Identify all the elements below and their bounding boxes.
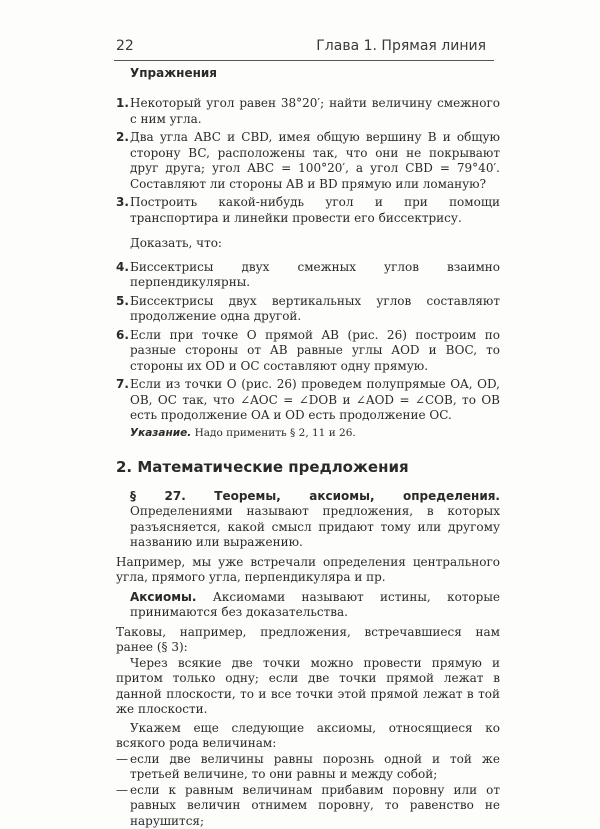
list-item-text: если к равным величинам прибавим поровну или от равных величин отнимем поровну, то равенство не нарушится; bbox=[130, 783, 500, 828]
exercises-heading: Упражнения bbox=[116, 66, 500, 80]
axioms-paragraph bbox=[116, 590, 500, 621]
dash-icon: — bbox=[116, 783, 128, 799]
exercise-number: 2. bbox=[116, 130, 129, 146]
chapter-title: Глава 1. Прямая линия bbox=[316, 38, 486, 54]
exercise-item bbox=[116, 377, 500, 424]
axioms-text: Аксиомами называют истины, которые принимаются без доказательства. bbox=[130, 590, 500, 620]
exercise-text: Если при точке O прямой AB (рис. 26) построим по разные стороны от AB равные углы AOD и BOC, то стороны их OD и OC составляют одну прямую. bbox=[130, 328, 500, 373]
exercise-text: Если из точки O (рис. 26) проведем полупрямые OA, OD, OB, OC так, что ∠AOC = ∠DOB и ∠AOD = ∠COB, то OB есть продолжение OA и OD есть продолжение OC. bbox=[130, 377, 500, 422]
hint-text: Надо применить § 2, 11 и 26. bbox=[195, 427, 356, 439]
exercise-item bbox=[116, 195, 500, 226]
hint bbox=[116, 427, 500, 439]
exercise-number: 5. bbox=[116, 294, 129, 310]
such-paragraph: Таковы, например, предложения, встречавшиеся нам ранее (§ 3): bbox=[116, 625, 500, 656]
exercise-item bbox=[116, 96, 500, 127]
exercise-number: 3. bbox=[116, 195, 129, 211]
exercise-number: 4. bbox=[116, 260, 129, 276]
list-item bbox=[116, 783, 500, 829]
paragraph-27-text: Определениями называют предложения, в которых разъясняется, какой смысл придают тому или другому названию или выражению. bbox=[130, 504, 500, 549]
through-paragraph: Через всякие две точки можно провести прямую и притом только одну; если две точки прямой лежат в данной плоскости, то и все точки этой прямой лежат в той же плоскости. bbox=[116, 656, 500, 718]
dash-icon: — bbox=[116, 752, 128, 768]
paragraph-27-heading: § 27. Теоремы, аксиомы, определения. bbox=[130, 489, 500, 503]
hint-label: Указание. bbox=[130, 427, 191, 439]
exercise-item bbox=[116, 130, 500, 192]
exercise-item bbox=[116, 328, 500, 375]
exercise-text: Биссектрисы двух смежных углов взаимно перпендикулярны. bbox=[130, 260, 500, 290]
example-paragraph: Например, мы уже встречали определения центрального угла, прямого угла, перпендикуляра и пр. bbox=[116, 555, 500, 586]
exercise-text: Построить какой-нибудь угол и при помощи транспортира и линейки провести его биссектрису. bbox=[130, 195, 500, 225]
list-item-text: если две величины равны порознь одной и той же третьей величине, то они равны и между собой; bbox=[130, 752, 500, 782]
exercise-text: Некоторый угол равен 38°20′; найти величину смежного с ним угла. bbox=[130, 96, 500, 126]
section-title: 2. Математические предложения bbox=[116, 458, 500, 476]
exercise-number: 7. bbox=[116, 377, 129, 393]
prove-label: Доказать, что: bbox=[116, 236, 500, 252]
exercise-text: Биссектрисы двух вертикальных углов составляют продолжение одна другой. bbox=[130, 294, 500, 324]
axioms-heading: Аксиомы. bbox=[130, 590, 196, 604]
list-item bbox=[116, 752, 500, 783]
exercise-text: Два угла ABC и CBD, имея общую вершину B и общую сторону BC, расположены так, что они не покрывают друг друга; угол ABC = 100°20′, а угол CBD = 79°40′. Составляют ли стороны AB и BD прямую или ломаную? bbox=[130, 130, 500, 191]
exercise-item bbox=[116, 294, 500, 325]
exercise-item bbox=[116, 260, 500, 291]
page-number: 22 bbox=[116, 38, 134, 54]
exercise-number: 1. bbox=[116, 96, 129, 112]
exercise-number: 6. bbox=[116, 328, 129, 344]
header-rule bbox=[114, 60, 494, 61]
paragraph-27 bbox=[116, 489, 500, 551]
more-axioms-paragraph: Укажем еще следующие аксиомы, относящиеся ко всякого рода величинам: bbox=[116, 721, 500, 752]
page-content bbox=[116, 66, 500, 829]
